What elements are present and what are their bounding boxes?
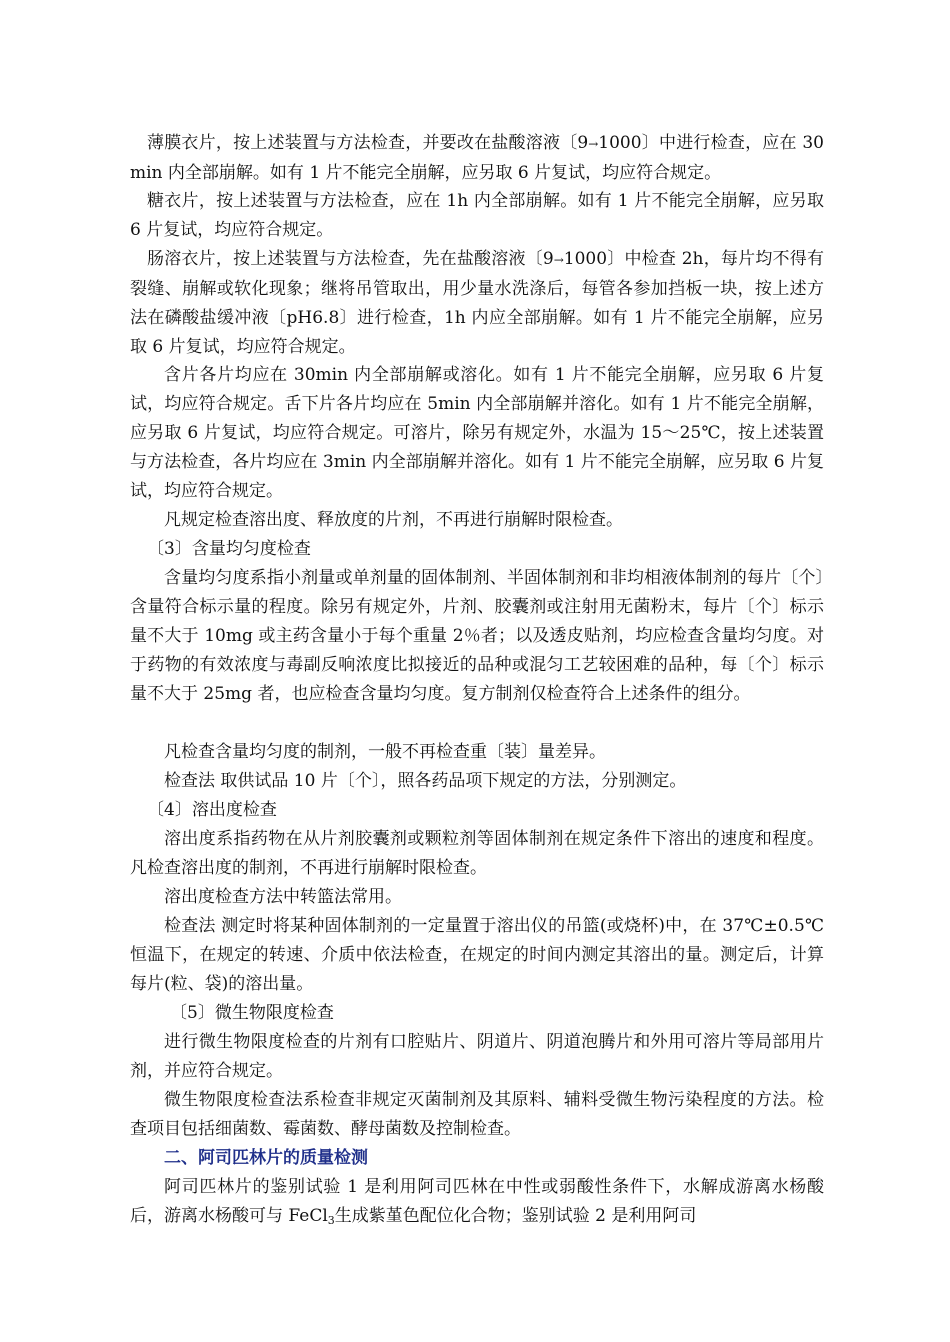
arrow-icon: →: [553, 253, 564, 267]
paragraph-text: 1000〕中进行检查，应在 30 min 内全部崩解。如有 1 片不能完全崩解，应另取 6 片复试，均应符合规定。: [130, 133, 824, 183]
paragraph-text: 1000〕中检查 2h，每片均不得有裂缝、崩解或软化现象；继将吊管取出，用少量水洗涤后，每管各参加挡板一块，按上述方法在磷酸盐缓冲液〔pH6.8〕进行检查，1h 内应全部崩解。如有 1 片不能完全崩解，应另取 6 片复试，均应符合规定。: [130, 249, 824, 357]
paragraph-microbial-method: 微生物限度检查法系检查非规定灭菌制剂及其原料、辅料受微生物污染程度的方法。检查项目包括细菌数、霉菌数、酵母菌数及控制检查。: [130, 1090, 824, 1139]
paragraph-dissolution-definition: 溶出度系指药物在从片剂胶囊剂或颗粒剂等固体制剂在规定条件下溶出的速度和程度。凡检查溶出度的制剂，不再进行崩解时限检查。: [130, 829, 824, 878]
subheading-dissolution: 〔4〕溶出度检查: [147, 800, 277, 820]
paragraph-aspirin-identification: [130, 1173, 824, 1235]
paragraph-text: 肠溶衣片，按上述装置与方法检查，先在盐酸溶液〔9: [147, 249, 554, 269]
paragraph-sugar-coated: 糖衣片，按上述装置与方法检查，应在 1h 内全部崩解。如有 1 片不能完全崩解，应另取 6 片复试，均应符合规定。: [130, 191, 824, 240]
paragraph-dissolution-note: 凡规定检查溶出度、释放度的片剂，不再进行崩解时限检查。: [164, 510, 623, 530]
paragraph-basket-method: 溶出度检查方法中转篮法常用。: [164, 887, 402, 907]
paragraph-text: 薄膜衣片，按上述装置与方法检查，并要改在盐酸溶液〔9: [147, 133, 589, 153]
subheading-content-uniformity: 〔3〕含量均匀度检查: [147, 539, 311, 559]
paragraph-content-uniformity: 含量均匀度系指小剂量或单剂量的固体制剂、半固体制剂和非均相液体制剂的每片〔个〕含量符合标示量的程度。除另有规定外，片剂、胶囊剂或注射用无菌粉末，每片〔个〕标示量不大于 10mg 或主药含量小于每个重量 2％者；以及透皮贴剂，均应检查含量均匀度。对于药物的有效浓度与毒副反响浓度比拟接近的品种或混匀工艺较困难的品种，每〔个〕标示量不大于 25mg 者，也应检查含量均匀度。复方制剂仅检查符合上述条件的组分。: [130, 568, 824, 704]
arrow-icon: →: [588, 137, 599, 151]
paragraph-enteric-coated: [130, 245, 824, 362]
paragraph-test-method-1: 检查法 取供试品 10 片〔个〕，照各药品项下规定的方法，分别测定。: [164, 771, 687, 791]
paragraph-film-coated: [130, 129, 824, 188]
section-heading-aspirin: 二、阿司匹林片的质量检测: [164, 1148, 368, 1168]
subheading-microbial-limit: 〔5〕微生物限度检查: [170, 1003, 334, 1023]
paragraph-test-method-2: 检查法 测定时将某种固体制剂的一定量置于溶出仪的吊篮(或烧杯)中，在 37℃±0.5℃恒温下，在规定的转速、介质中依法检查，在规定的时间内测定其溶出的量。测定后，计算每片(粒、袋)的溶出量。: [130, 916, 824, 994]
paragraph-buccal-tablets: 含片各片均应在 30min 内全部崩解或溶化。如有 1 片不能完全崩解，应另取 6 片复试，均应符合规定。舌下片各片均应在 5min 内全部崩解并溶化。如有 1 片不能完全崩解，应另取 6 片复试，均应符合规定。可溶片，除另有规定外，水温为 15～25℃，按上述装置与方法检查，各片均应在 3min 内全部崩解并溶化。如有 1 片不能完全崩解，应另取 6 片复试，均应符合规定。: [130, 365, 824, 501]
paragraph-text: 阿司匹林片的鉴别试验 1 是利用阿司匹林在中性或弱酸性条件下，水解成游离水杨酸后，游离水杨酸可与 FeCl: [130, 1177, 824, 1226]
subscript-3: 3: [327, 1214, 335, 1227]
paragraph-text: 生成紫堇色配位化合物；鉴别试验 2 是利用阿司: [334, 1206, 697, 1226]
paragraph-weight-variation: 凡检查含量均匀度的制剂，一般不再检查重〔装〕量差异。: [164, 742, 606, 762]
paragraph-microbial-tablets: 进行微生物限度检查的片剂有口腔贴片、阴道片、阴道泡腾片和外用可溶片等局部用片剂，并应符合规定。: [130, 1032, 824, 1081]
